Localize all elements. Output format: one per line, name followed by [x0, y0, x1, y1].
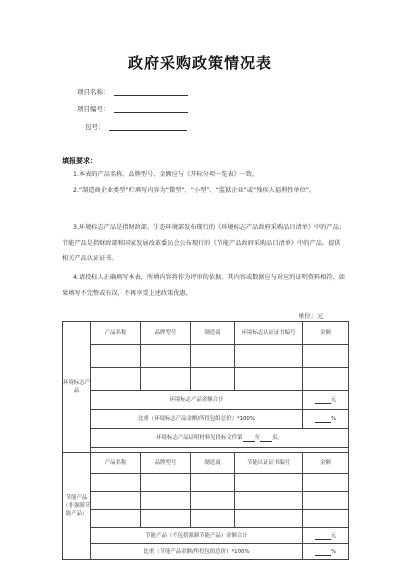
energy-header-product-name: 产品名称	[91, 453, 141, 474]
energy-cell[interactable]	[235, 492, 303, 510]
energy-cell[interactable]	[91, 510, 141, 528]
env-header-manufacturer: 制造商	[191, 322, 235, 345]
project-number-line[interactable]	[114, 105, 188, 113]
energy-total-row	[63, 528, 349, 544]
env-cell[interactable]	[91, 368, 141, 391]
env-cell[interactable]	[303, 345, 349, 368]
project-name-label: 项目名称：	[77, 88, 110, 96]
energy-cell[interactable]	[303, 492, 349, 510]
energy-header-amount: 金额	[303, 453, 349, 474]
env-total-label: 环境标志产品金额合计	[91, 391, 303, 410]
requirement-item-1: 1.本表的产品名称、品牌型号、金额应与《开标分项一览表》一致。	[73, 171, 259, 178]
env-ratio-row	[63, 410, 349, 429]
energy-cell[interactable]	[91, 492, 141, 510]
env-header-product-name: 产品名称	[91, 322, 141, 345]
energy-cell[interactable]	[141, 510, 191, 528]
env-data-row	[63, 345, 349, 368]
energy-header-brand-model: 品牌型号	[141, 453, 191, 474]
env-header-cert-number: 环境标志认证证书编号	[235, 322, 303, 345]
energy-cell[interactable]	[91, 474, 141, 492]
package-number-line[interactable]	[109, 123, 187, 131]
env-cell[interactable]	[235, 345, 303, 368]
energy-cell[interactable]	[235, 510, 303, 528]
env-total-row	[63, 391, 349, 410]
env-data-row	[63, 368, 349, 391]
energy-data-row	[63, 510, 349, 528]
energy-header-manufacturer: 制造商	[191, 453, 235, 474]
project-number-label: 项目编号：	[77, 105, 110, 113]
env-cell[interactable]	[91, 345, 141, 368]
project-number-field	[77, 104, 188, 113]
page-title: 政府采购政策情况表	[127, 54, 272, 72]
requirement-item-3: 3.环境标志产品是指财政部、生态环境部发布现行的《环境标志产品政府采购品目清单》中的产品；节能产品是指财政部和国家发展改革委员会公布现行的《节能产品政府采购品目清单》中的产品。提供相关产品认证证书。	[62, 224, 345, 262]
unit-label: 单位：元	[298, 312, 324, 320]
env-ratio-cell[interactable]: %	[303, 410, 349, 429]
env-ratio-label: 比重（环境标志产品金额/所投包组总价）*100%	[91, 410, 303, 429]
energy-cell[interactable]	[141, 492, 191, 510]
energy-cell[interactable]	[303, 510, 349, 528]
env-total-cell[interactable]: 元	[303, 391, 349, 410]
requirement-item-4: 4.请投标人正确填写本表，所填内容将作为评审的依据。其内容或数据应与对应的证明资料相符，如果填写不完整或有误，不再享受上述政策优惠。	[62, 274, 345, 297]
energy-ratio-cell[interactable]: %	[303, 544, 349, 560]
env-cell[interactable]	[191, 345, 235, 368]
energy-ratio-row	[63, 544, 349, 560]
env-header-amount: 金额	[303, 322, 349, 345]
energy-cell[interactable]	[191, 492, 235, 510]
env-cell[interactable]	[235, 368, 303, 391]
energy-cell[interactable]	[235, 474, 303, 492]
env-header-row	[63, 322, 349, 345]
env-proof-row	[63, 429, 349, 448]
env-cell[interactable]	[141, 345, 191, 368]
env-header-brand-model: 品牌型号	[141, 322, 191, 345]
energy-cell[interactable]	[303, 474, 349, 492]
env-cell[interactable]	[141, 368, 191, 391]
env-section-label: 环境标志产品	[63, 322, 91, 453]
requirement-item-2: 2.“制造商企业类型”栏填写内容为“微型”、“小型”、“监狱企业”或“残疾人福利性单位”。	[73, 187, 316, 194]
energy-header-cert-number: 节能认证证书编号	[235, 453, 303, 474]
energy-ratio-label: 比重（节能产品金额/所投包组总价）*100%	[91, 544, 303, 560]
package-number-label: 包号：	[85, 123, 105, 131]
energy-cell[interactable]	[191, 474, 235, 492]
env-cell[interactable]	[191, 368, 235, 391]
energy-data-row	[63, 492, 349, 510]
project-name-field	[77, 87, 188, 96]
energy-cell[interactable]	[141, 474, 191, 492]
requirements-heading: 填报要求：	[62, 157, 97, 165]
env-cell[interactable]	[303, 368, 349, 391]
energy-section-label: 节能产品（非强制节能产品）	[63, 453, 91, 560]
policy-table	[62, 321, 349, 560]
energy-cell[interactable]	[191, 510, 235, 528]
package-number-field	[85, 122, 187, 131]
energy-data-row	[63, 474, 349, 492]
energy-header-row	[63, 453, 349, 474]
project-name-line[interactable]	[114, 88, 188, 96]
energy-total-cell[interactable]: 元	[303, 528, 349, 544]
env-proof-text: 环境标志产品证明材料见投标文件第 至 页。	[91, 429, 349, 448]
energy-total-label: 节能产品（不包括强制节能产品）金额合计	[91, 528, 303, 544]
